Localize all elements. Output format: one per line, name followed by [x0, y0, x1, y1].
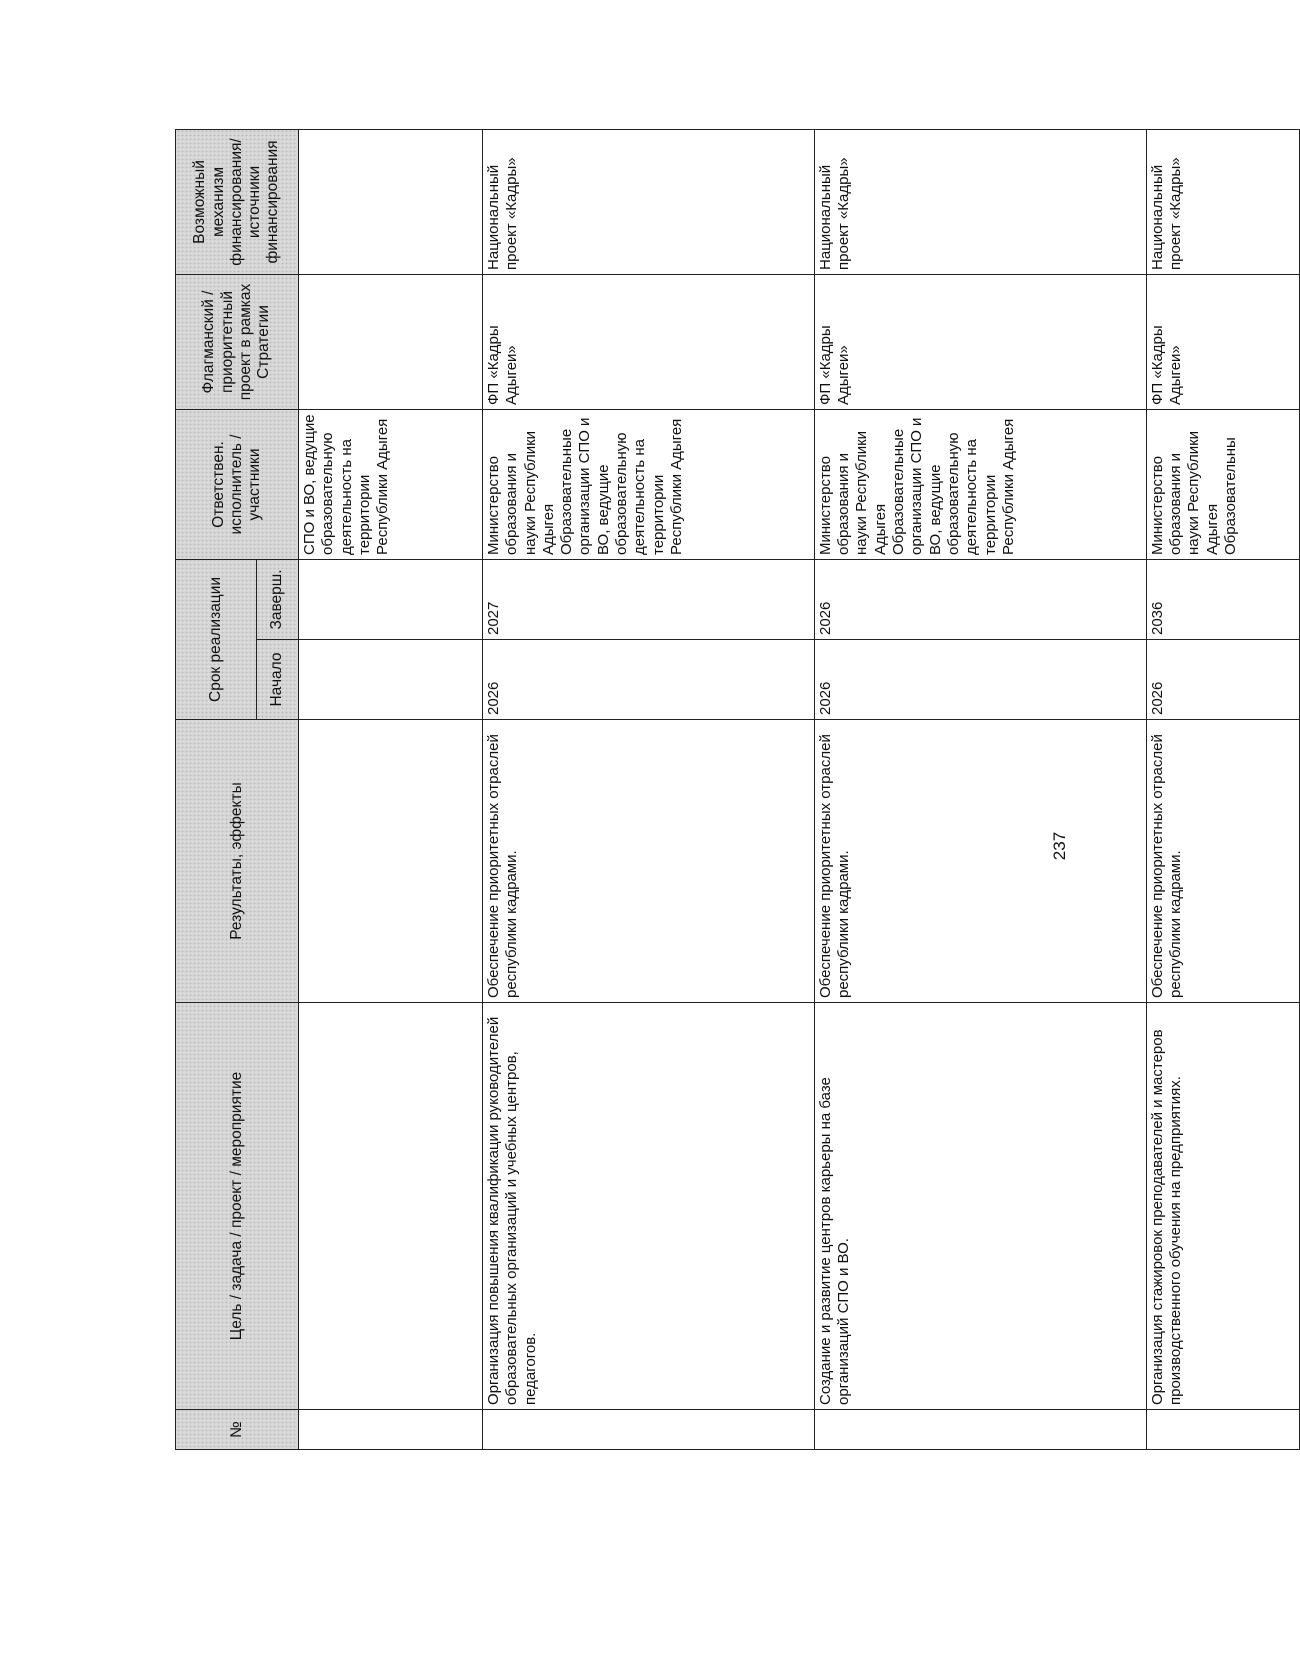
cell-goal: Создание и развитие центров карьеры на базе организаций СПО и ВО.	[814, 1003, 1146, 1410]
cell-no	[299, 1410, 483, 1450]
header-funding: Возможный механизм финансирования/ источники финансирования	[176, 129, 299, 274]
table-row	[299, 129, 483, 1449]
cell-executor: Министерство образования и науки Республики Адыгея Образовательные организации СПО и ВО, ведущие образовательную деятельность на территории Республики Адыгея	[482, 409, 814, 559]
cell-executor: СПО и ВО, ведущие образовательную деятельность на территории Республики Адыгея	[299, 409, 483, 559]
page-number: 237	[1050, 831, 1069, 861]
rotated-page	[175, 130, 1300, 1450]
cell-start: 2026	[814, 640, 1146, 720]
cell-no	[482, 1410, 814, 1450]
cell-flagship	[299, 274, 483, 409]
header-executor: Ответствен. исполнитель / участники	[176, 409, 299, 559]
cell-funding	[299, 129, 483, 274]
cell-results: Обеспечение приоритетных отраслей республики кадрами.	[482, 720, 814, 1003]
header-no: №	[176, 1410, 299, 1450]
cell-results	[299, 720, 483, 1003]
table-row	[482, 129, 814, 1449]
cell-start: 2026	[482, 640, 814, 720]
cell-end: 2027	[482, 559, 814, 639]
header-end: Заверш.	[256, 559, 298, 639]
table-row	[1146, 129, 1299, 1449]
header-results: Результаты, эффекты	[176, 720, 299, 1003]
cell-goal: Организация повышения квалификации руководителей образовательных организаций и учебных центров, педагогов.	[482, 1003, 814, 1410]
header-row-1	[176, 129, 257, 1449]
cell-results: Обеспечение приоритетных отраслей республики кадрами.	[814, 720, 1146, 1003]
cell-goal: Организация стажировок преподавателей и мастеров производственного обучения на предприятиях.	[1146, 1003, 1299, 1410]
cell-no	[814, 1410, 1146, 1450]
table-row	[814, 129, 1146, 1449]
cell-end	[299, 559, 483, 639]
cell-start	[299, 640, 483, 720]
cell-funding: Национальный проект «Кадры»	[1146, 129, 1299, 274]
cell-end: 2026	[814, 559, 1146, 639]
cell-results: Обеспечение приоритетных отраслей республики кадрами.	[1146, 720, 1299, 1003]
header-flagship: Флагманский / приоритетный проект в рамках Стратегии	[176, 274, 299, 409]
cell-executor: Министерство образования и науки Республики Адыгея Образовательны	[1146, 409, 1299, 559]
cell-no	[1146, 1410, 1299, 1450]
header-goal: Цель / задача / проект / мероприятие	[176, 1003, 299, 1410]
cell-flagship: ФП «Кадры Адыгеи»	[814, 274, 1146, 409]
cell-flagship: ФП «Кадры Адыгеи»	[482, 274, 814, 409]
measures-table	[175, 129, 1300, 1450]
cell-funding: Национальный проект «Кадры»	[814, 129, 1146, 274]
cell-end: 2036	[1146, 559, 1299, 639]
cell-flagship: ФП «Кадры Адыгеи»	[1146, 274, 1299, 409]
cell-executor: Министерство образования и науки Республики Адыгея Образовательные организации СПО и ВО, ведущие образовательную деятельность на территории Республики Адыгея	[814, 409, 1146, 559]
header-period: Срок реализации	[176, 559, 257, 719]
header-start: Начало	[256, 640, 298, 720]
cell-funding: Национальный проект «Кадры»	[482, 129, 814, 274]
cell-goal	[299, 1003, 483, 1410]
cell-start: 2026	[1146, 640, 1299, 720]
